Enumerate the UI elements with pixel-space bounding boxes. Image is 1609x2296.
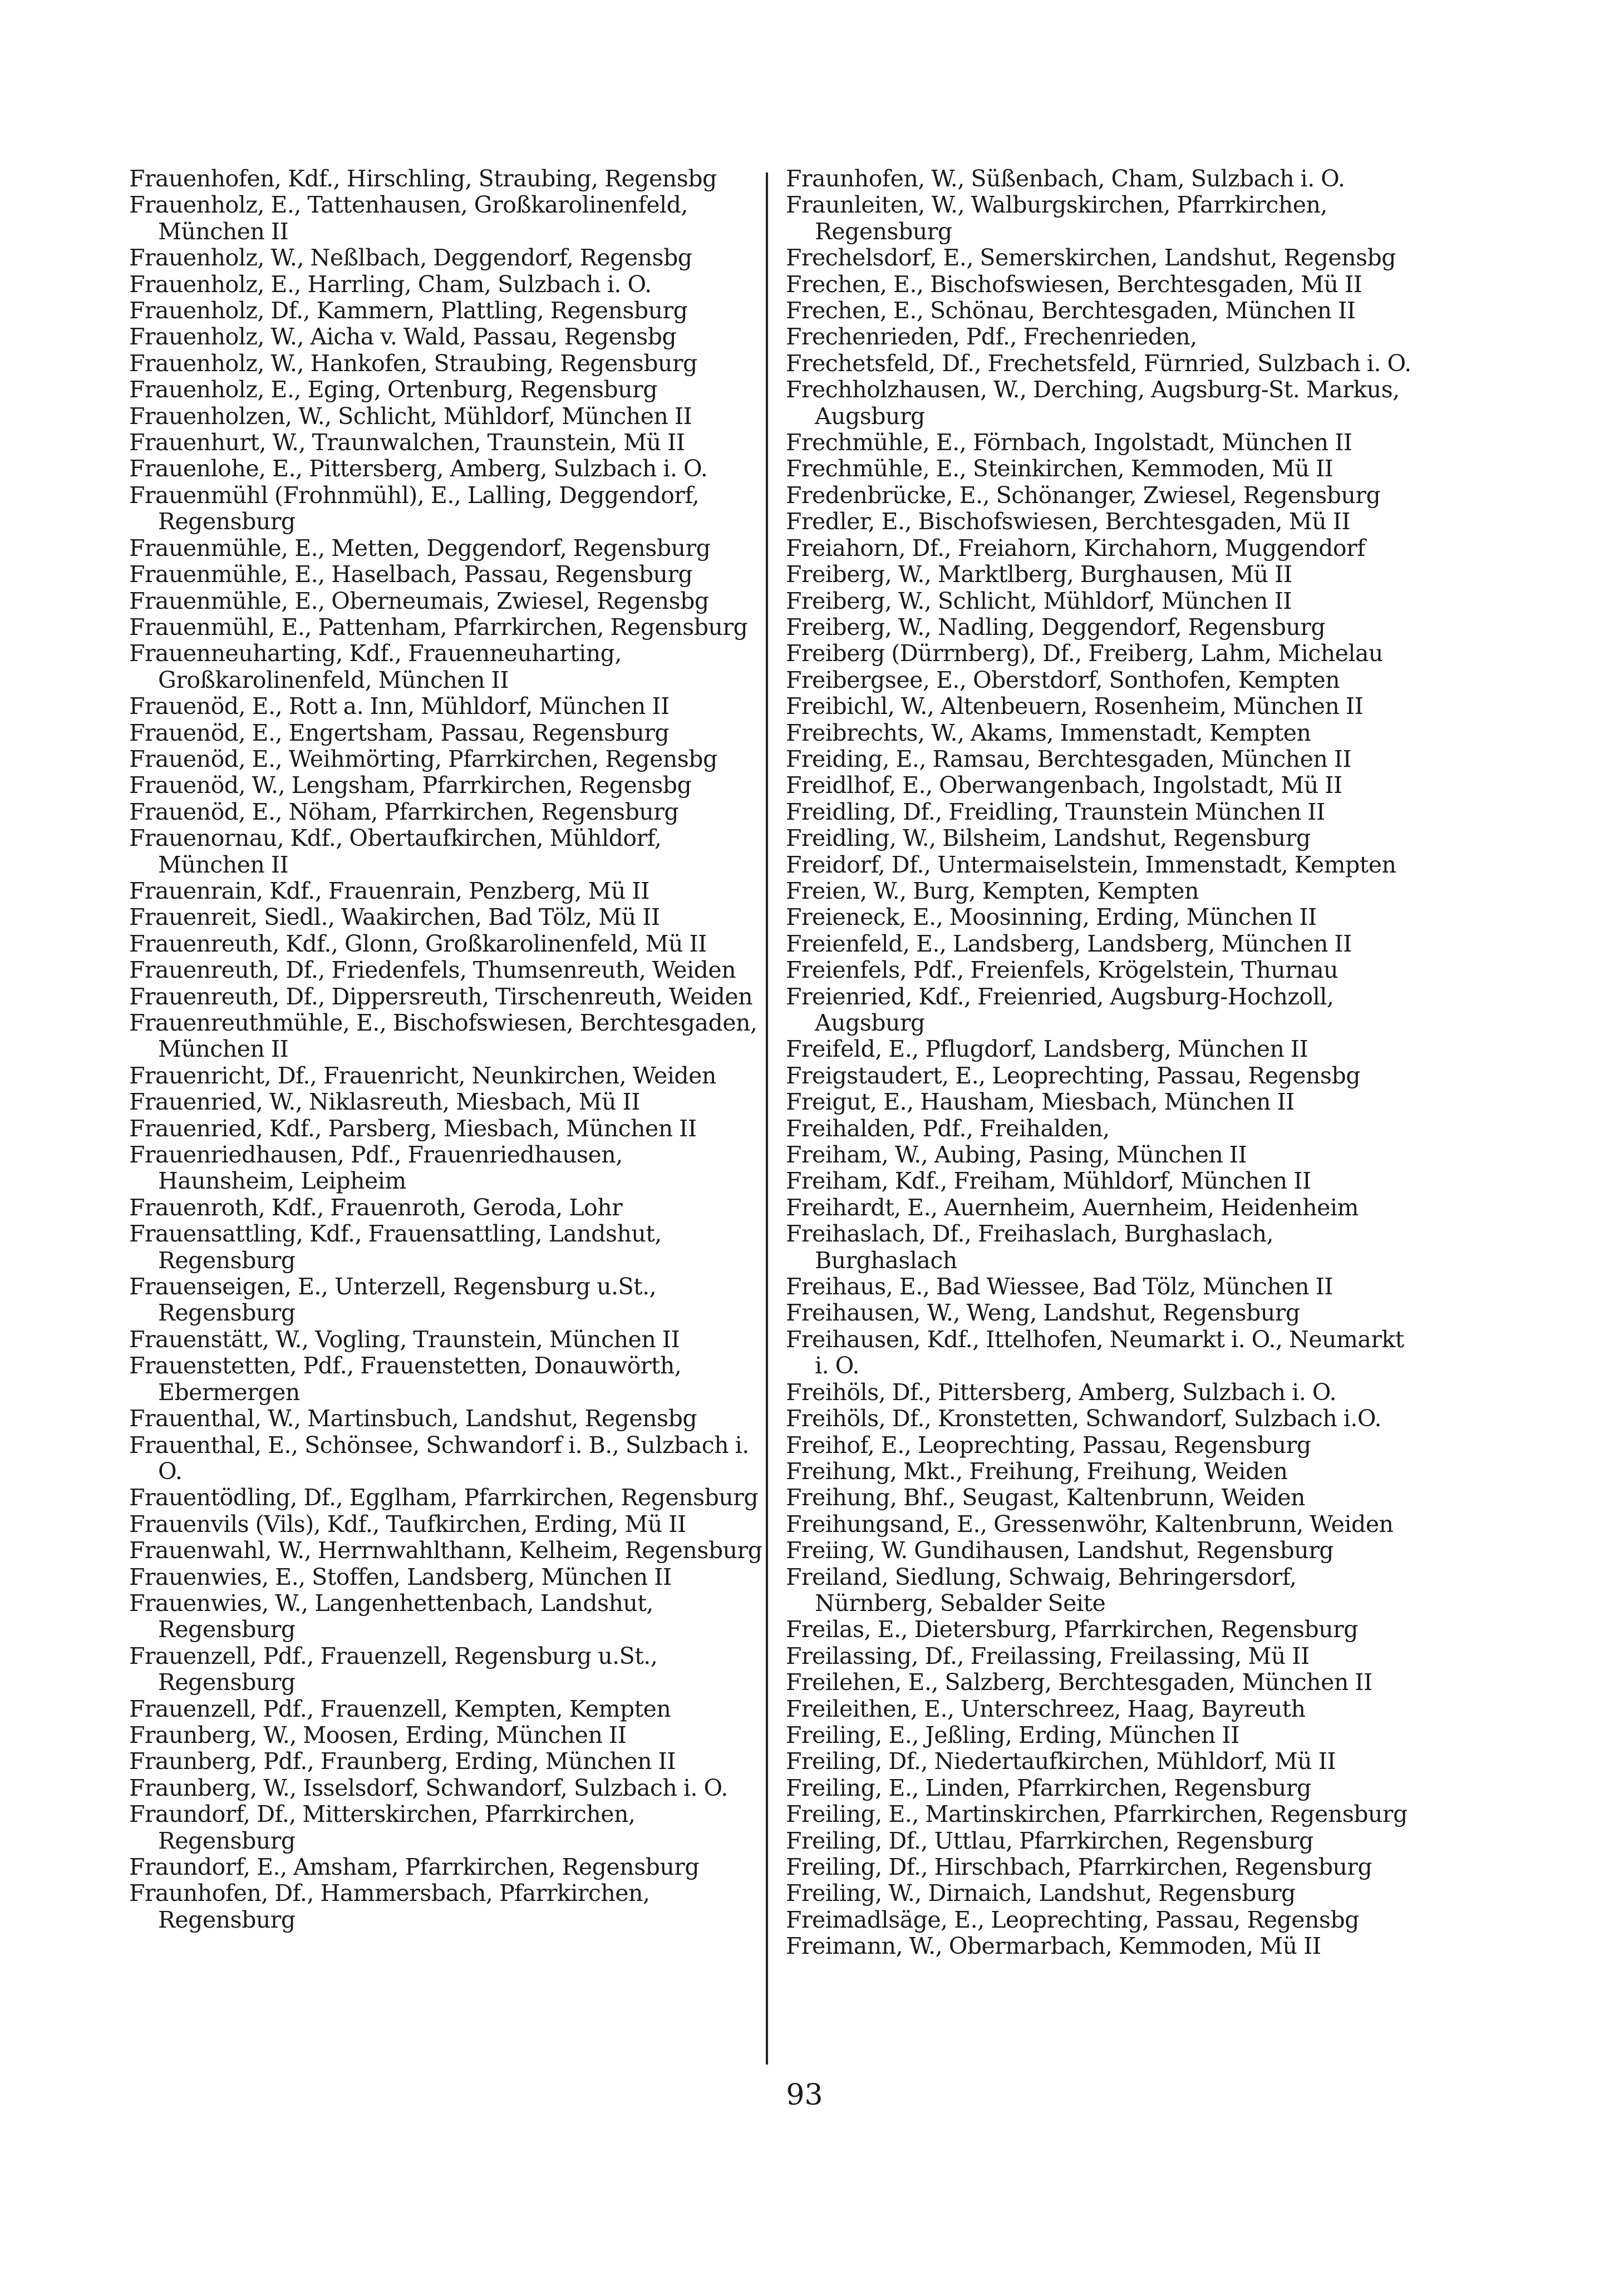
gazetteer-entry: Freiberg, W., Nadling, Deggendorf, Regensburg [786,613,1326,640]
gazetteer-entry: Freienried, Kdf., Freienried, Augsburg-Hochzoll, Augsburg [786,983,1334,1036]
gazetteer-entry: Freilassing, Df., Freilassing, Freilassing, Mü II [786,1642,1310,1669]
gazetteer-entry: Frauenornau, Kdf., Obertaufkirchen, Mühldorf, München II [129,825,662,878]
gazetteer-entry: Freigstaudert, E., Leoprechting, Passau, Regensbg [786,1062,1360,1089]
gazetteer-entry: Frechenrieden, Pdf., Frechenrieden, [786,323,1197,351]
gazetteer-entry: Freilehen, E., Salzberg, Berchtesgaden, München II [786,1669,1372,1696]
gazetteer-entry: Frauenreuth, Df., Dippersreuth, Tirschenreuth, Weiden [129,983,753,1010]
gazetteer-entry: Frechelsdorf, E., Semerskirchen, Landshut, Regensbg [786,244,1396,272]
gazetteer-entry: Fraunleiten, W., Walburgskirchen, Pfarrkirchen, Regensburg [786,191,1327,245]
gazetteer-entry: Freienfeld, E., Landsberg, Landsberg, München II [786,930,1352,957]
gazetteer-entry: Freidorf, Df., Untermaiselstein, Immenstadt, Kempten [786,851,1396,878]
gazetteer-entry: Frauenmühle, E., Haselbach, Passau, Regensburg [129,561,693,588]
gazetteer-entry: Freien, W., Burg, Kempten, Kempten [786,877,1199,904]
gazetteer-entry: Freiberg (Dürrnberg), Df., Freiberg, Lahm, Michelau [786,640,1383,667]
gazetteer-entry: Frauenmühl (Frohnmühl), E., Lalling, Deggendorf, Regensburg [129,481,700,535]
gazetteer-entry: Freihöls, Df., Kronstetten, Schwandorf, Sulzbach i.O. [786,1405,1382,1432]
gazetteer-entry: Frauenriedhausen, Pdf., Frauenriedhausen, Haunsheim, Leipheim [129,1141,623,1195]
gazetteer-entry: Frauenreit, Siedl., Waakirchen, Bad Tölz, Mü II [129,904,660,931]
gazetteer-entry: Fraunberg, W., Isselsdorf, Schwandorf, Sulzbach i. O. [129,1774,728,1801]
gazetteer-entry: Frauenroth, Kdf., Frauenroth, Geroda, Lohr [129,1194,623,1221]
gazetteer-entry: Freidlhof, E., Oberwangenbach, Ingolstadt, Mü II [786,772,1342,799]
gazetteer-entry: Freiing, W. Gundihausen, Landshut, Regensburg [786,1537,1334,1564]
gazetteer-entry: Freiland, Siedlung, Schwaig, Behringersdorf, Nürnberg, Sebalder Seite [786,1563,1297,1617]
gazetteer-entry: Freiahorn, Df., Freiahorn, Kirchahorn, Muggendorf [786,534,1365,561]
gazetteer-entry: Freiberg, W., Schlicht, Mühldorf, München II [786,587,1292,614]
gazetteer-entry: Frauenstetten, Pdf., Frauenstetten, Donauwörth, Ebermergen [129,1352,682,1406]
gazetteer-entry: Freienfels, Pdf., Freienfels, Krögelstein, Thurnau [786,957,1339,984]
gazetteer-entry: Frauenholzen, W., Schlicht, Mühldorf, München II [129,402,692,430]
gazetteer-entry: Frauenzell, Pdf., Frauenzell, Regensburg u.St., Regensburg [129,1642,658,1696]
gazetteer-entry: Freigut, E., Hausham, Miesbach, München II [786,1088,1295,1116]
gazetteer-entry: Freihausen, Kdf., Ittelhofen, Neumarkt i. O., Neumarkt i. O. [786,1326,1404,1379]
gazetteer-entry: Frauentödling, Df., Egglham, Pfarrkirchen, Regensburg [129,1484,759,1511]
gazetteer-entry: Freilas, E., Dietersburg, Pfarrkirchen, Regensburg [786,1616,1358,1643]
gazetteer-entry: Frauenmühl, E., Pattenham, Pfarrkirchen, Regensburg [129,613,748,640]
gazetteer-entry: Frauenreuth, Df., Friedenfels, Thumsenreuth, Weiden [129,957,736,984]
gazetteer-entry: Frechmühle, E., Steinkirchen, Kemmoden, Mü II [786,455,1334,482]
gazetteer-entry: Freimann, W., Obermarbach, Kemmoden, Mü II [786,1933,1321,1960]
page-number: 93 [786,2078,823,2112]
gazetteer-entry: Freihung, Bhf., Seugast, Kaltenbrunn, Weiden [786,1484,1305,1511]
gazetteer-entry: Freihaus, E., Bad Wiessee, Bad Tölz, München II [786,1273,1333,1300]
gazetteer-entry: Frauenseigen, E., Unterzell, Regensburg u.St., Regensburg [129,1273,657,1327]
gazetteer-entry: Frauenried, W., Niklasreuth, Miesbach, Mü II [129,1088,640,1116]
gazetteer-entry: Frauenneuharting, Kdf., Frauenneuharting, Großkarolinenfeld, München II [129,640,622,693]
gazetteer-entry: Freiham, W., Aubing, Pasing, München II [786,1141,1247,1169]
gazetteer-entry: Frauenöd, E., Engertsham, Passau, Regensburg [129,719,670,746]
gazetteer-entry: Freidling, Df., Freidling, Traunstein München II [786,798,1325,825]
gazetteer-entry: Freiling, Df., Niedertaufkirchen, Mühldorf, Mü II [786,1748,1336,1775]
gazetteer-entry: Frauenreuth, Kdf., Glonn, Großkarolinenfeld, Mü II [129,930,707,957]
gazetteer-entry: Freimadlsäge, E., Leoprechting, Passau, Regensbg [786,1906,1359,1933]
gazetteer-entry: Frauenholz, W., Aicha v. Wald, Passau, Regensbg [129,323,677,351]
gazetteer-entry: Freihung, Mkt., Freihung, Freihung, Weiden [786,1457,1288,1485]
gazetteer-entry: Freibergsee, E., Oberstdorf, Sonthofen, Kempten [786,666,1340,693]
gazetteer-entry: Frechen, E., Bischofswiesen, Berchtesgaden, Mü II [786,270,1362,298]
gazetteer-entry: Freihaslach, Df., Freihaslach, Burghaslach, Burghaslach [786,1220,1274,1274]
left-column [129,166,764,1933]
gazetteer-entry: Frauenöd, W., Lengsham, Pfarrkirchen, Regensbg [129,772,692,799]
gazetteer-entry: Freifeld, E., Pflugdorf, Landsberg, München II [786,1036,1308,1063]
gazetteer-entry: Freiham, Kdf., Freiham, Mühldorf, München II [786,1167,1311,1195]
gazetteer-entry: Frauenlohe, E., Pittersberg, Amberg, Sulzbach i. O. [129,455,708,482]
gazetteer-entry: Fraunhofen, W., Süßenbach, Cham, Sulzbach i. O. [786,165,1345,192]
gazetteer-entry: Freihungsand, E., Gressenwöhr, Kaltenbrunn, Weiden [786,1510,1394,1538]
gazetteer-entry: Freiling, E., Jeßling, Erding, München II [786,1721,1239,1748]
gazetteer-entry: Frauenöd, E., Weihmörting, Pfarrkirchen, Regensbg [129,745,717,772]
gazetteer-entry: Frauenthal, W., Martinsbuch, Landshut, Regensbg [129,1405,697,1432]
gazetteer-entry: Freileithen, E., Unterschreez, Haag, Bayreuth [786,1695,1306,1722]
gazetteer-entry: Frechmühle, E., Förnbach, Ingolstadt, München II [786,429,1352,456]
gazetteer-entry: Fredenbrücke, E., Schönanger, Zwiesel, Regensburg [786,481,1381,509]
gazetteer-entry: Fredler, E., Bischofswiesen, Berchtesgaden, Mü II [786,508,1351,535]
gazetteer-entry: Freibrechts, W., Akams, Immenstadt, Kempten [786,719,1311,746]
gazetteer-entry: Frauenholz, W., Neßlbach, Deggendorf, Regensbg [129,244,692,272]
gazetteer-entry: Frauenholz, E., Eging, Ortenburg, Regensburg [129,376,657,403]
gazetteer-entry: Frechen, E., Schönau, Berchtesgaden, München II [786,297,1356,324]
gazetteer-entry: Frauenvils (Vils), Kdf., Taufkirchen, Erding, Mü II [129,1510,686,1538]
gazetteer-entry: Frechetsfeld, Df., Frechetsfeld, Fürnried, Sulzbach i. O. [786,349,1411,377]
gazetteer-entry: Fraundorf, E., Amsham, Pfarrkirchen, Regensburg [129,1854,700,1880]
gazetteer-entry: Fraundorf, Df., Mitterskirchen, Pfarrkirchen, Regensburg [129,1801,636,1854]
gazetteer-entry: Freihardt, E., Auernheim, Auernheim, Heidenheim [786,1194,1359,1221]
gazetteer-entry: Freiding, E., Ramsau, Berchtesgaden, München II [786,745,1352,772]
gazetteer-entry: Fraunberg, Pdf., Fraunberg, Erding, München II [129,1748,676,1775]
gazetteer-entry: Freihalden, Pdf., Freihalden, [786,1115,1110,1142]
gazetteer-entry: Frauenhurt, W., Traunwalchen, Traunstein, Mü II [129,429,685,456]
gazetteer-entry: Freidling, W., Bilsheim, Landshut, Regensburg [786,825,1311,852]
gazetteer-entry: Frauenöd, E., Nöham, Pfarrkirchen, Regensburg [129,798,679,825]
gazetteer-entry: Freiling, Df., Uttlau, Pfarrkirchen, Regensburg [786,1827,1313,1854]
gazetteer-entry: Frauenthal, E., Schönsee, Schwandorf i. B., Sulzbach i. O. [129,1431,749,1485]
gazetteer-entry: Frauenmühle, E., Metten, Deggendorf, Regensburg [129,534,711,561]
gazetteer-entry: Freiling, E., Linden, Pfarrkirchen, Regensburg [786,1774,1311,1801]
gazetteer-entry: Frechholzhausen, W., Derching, Augsburg-St. Markus, Augsburg [786,376,1400,430]
gazetteer-entry: Frauenwies, W., Langenhettenbach, Landshut, Regensburg [129,1589,653,1643]
right-column [786,166,1420,1960]
gazetteer-entry: Freihöls, Df., Pittersberg, Amberg, Sulzbach i. O. [786,1378,1337,1406]
gazetteer-entry: Freiling, E., Martinskirchen, Pfarrkirchen, Regensburg [786,1801,1408,1828]
gazetteer-entry: Frauenholz, E., Harrling, Cham, Sulzbach i. O. [129,270,652,298]
gazetteer-entry: Frauenzell, Pdf., Frauenzell, Kempten, Kempten [129,1695,671,1722]
gazetteer-entry: Freihof, E., Leoprechting, Passau, Regensburg [786,1431,1311,1459]
gazetteer-entry: Freieneck, E., Moosinning, Erding, München II [786,904,1317,931]
gazetteer-entry: Frauenrain, Kdf., Frauenrain, Penzberg, Mü II [129,877,649,904]
gazetteer-entry: Freiberg, W., Marktlberg, Burghausen, Mü II [786,561,1292,588]
gazetteer-entry: Frauenried, Kdf., Parsberg, Miesbach, München II [129,1115,697,1142]
gazetteer-entry: Fraunberg, W., Moosen, Erding, München II [129,1721,627,1748]
gazetteer-entry: Frauenricht, Df., Frauenricht, Neunkirchen, Weiden [129,1062,716,1089]
gazetteer-entry: Frauensattling, Kdf., Frauensattling, Landshut, Regensburg [129,1220,662,1274]
gazetteer-entry: Freibichl, W., Altenbeuern, Rosenheim, München II [786,693,1364,720]
gazetteer-entry: Frauenholz, W., Hankofen, Straubing, Regensburg [129,349,697,377]
gazetteer-entry: Frauenöd, E., Rott a. Inn, Mühldorf, München II [129,693,670,720]
gazetteer-entry: Frauenwahl, W., Herrnwahlthann, Kelheim, Regensburg [129,1537,762,1564]
gazetteer-entry: Frauenwies, E., Stoffen, Landsberg, München II [129,1563,672,1590]
gazetteer-entry: Freiling, Df., Hirschbach, Pfarrkirchen, Regensburg [786,1854,1372,1880]
gazetteer-entry: Frauenmühle, E., Oberneumais, Zwiesel, Regensbg [129,587,709,614]
gazetteer-entry: Freihausen, W., Weng, Landshut, Regensburg [786,1299,1300,1327]
column-divider [766,173,768,2065]
gazetteer-entry: Frauenstätt, W., Vogling, Traunstein, München II [129,1326,680,1353]
gazetteer-entry: Frauenholz, Df., Kammern, Plattling, Regensburg [129,297,688,324]
gazetteer-entry: Frauenholz, E., Tattenhausen, Großkarolinenfeld, München II [129,191,688,245]
gazetteer-entry: Frauenreuthmühle, E., Bischofswiesen, Berchtesgaden, München II [129,1009,757,1063]
gazetteer-entry: Fraunhofen, Df., Hammersbach, Pfarrkirchen, Regensburg [129,1880,650,1933]
gazetteer-entry: Freiling, W., Dirnaich, Landshut, Regensburg [786,1880,1296,1907]
gazetteer-entry: Frauenhofen, Kdf., Hirschling, Straubing, Regensbg [129,165,717,192]
